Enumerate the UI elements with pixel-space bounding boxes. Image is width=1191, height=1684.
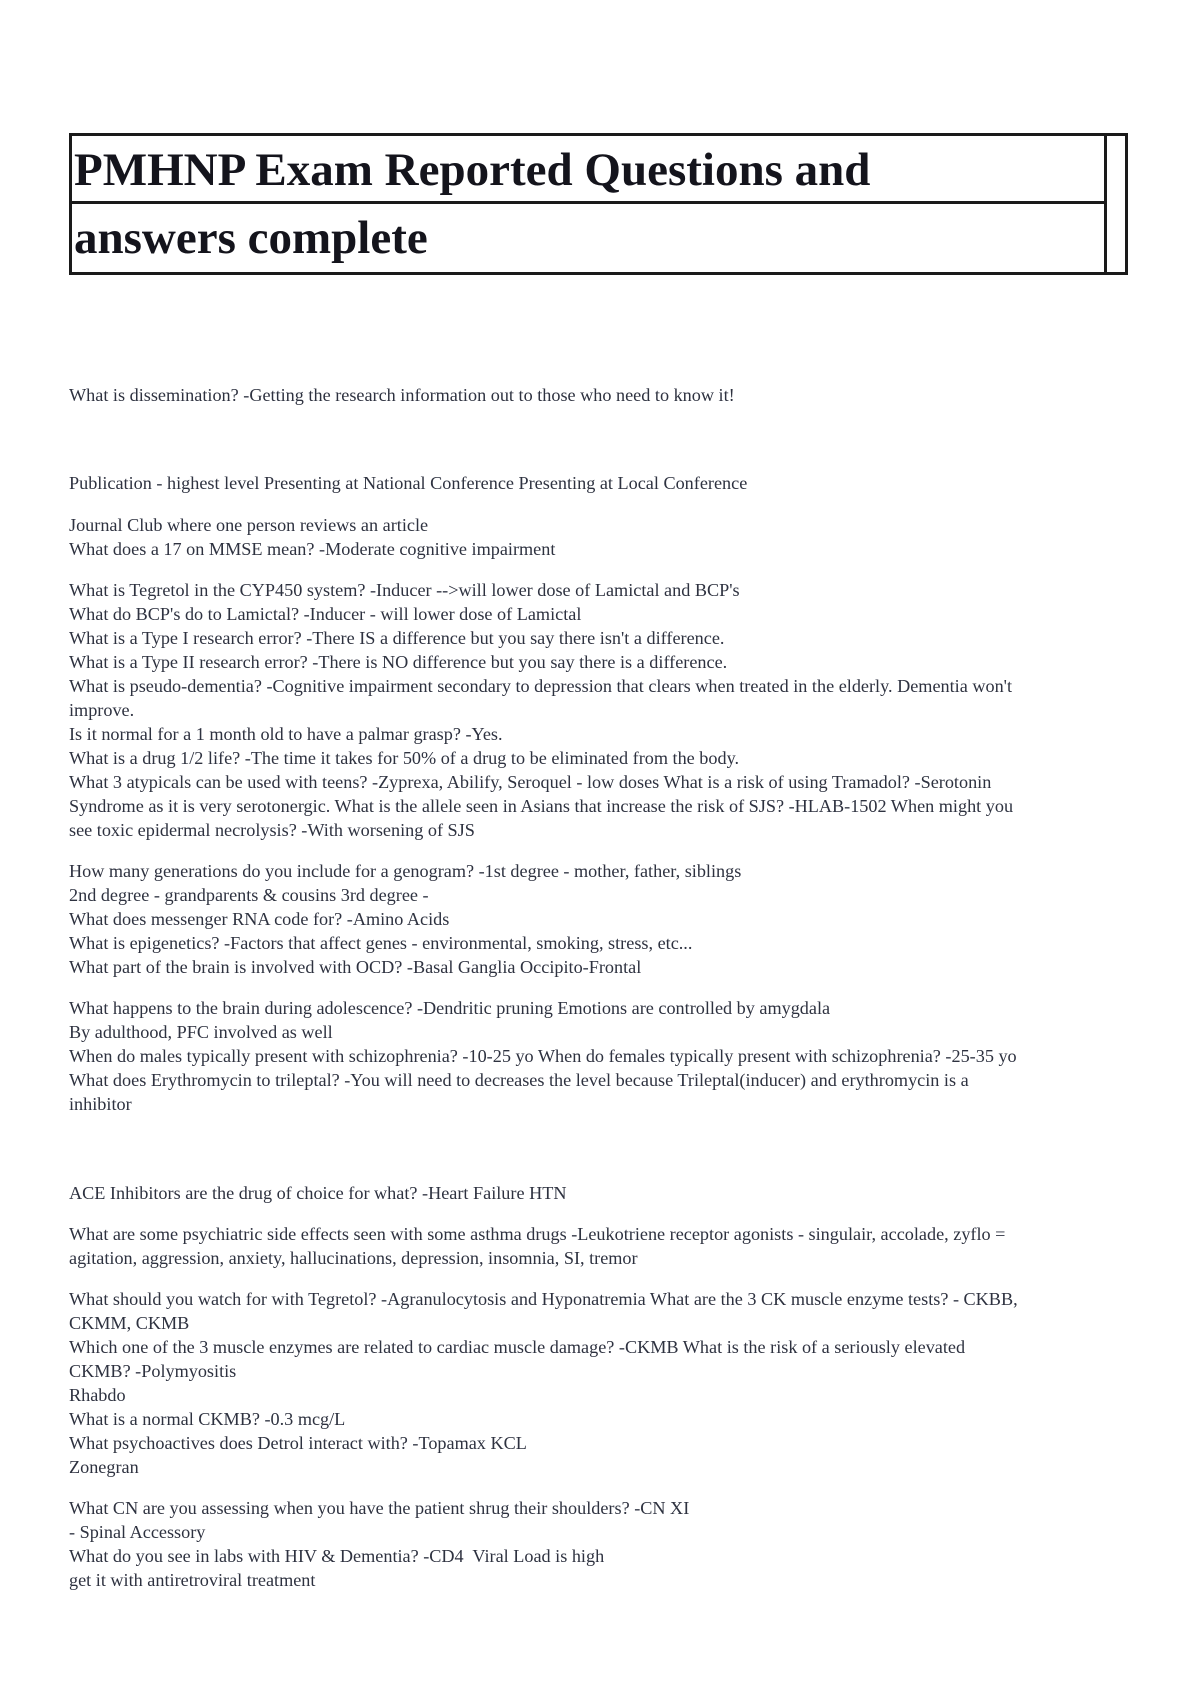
text-line: inhibitor	[69, 1094, 132, 1114]
text-line: Rhabdo	[69, 1385, 126, 1405]
text-line: What CN are you assessing when you have the patient shrug their shoulders? -CN XI	[69, 1498, 690, 1518]
text-line: What 3 atypicals can be used with teens? -Zyprexa, Abilify, Seroquel - low doses What is a risk of using Tramadol? -Serotonin	[69, 772, 992, 792]
paragraph	[69, 859, 1129, 979]
text-line: What does a 17 on MMSE mean? -Moderate cognitive impairment	[69, 539, 556, 559]
text-line: What is a drug 1/2 life? -The time it takes for 50% of a drug to be eliminated from the body.	[69, 748, 740, 768]
paragraph	[69, 1287, 1129, 1479]
text-line: By adulthood, PFC involved as well	[69, 1022, 333, 1042]
text-line: How many generations do you include for a genogram? -1st degree - mother, father, siblings	[69, 861, 742, 881]
text-line: When do males typically present with schizophrenia? -10-25 yo When do females typically present with schizophrenia? -25-35 yo	[69, 1046, 1017, 1066]
text-line: What is pseudo-dementia? -Cognitive impairment secondary to depression that clears when treated in the elderly. Dementia won't	[69, 676, 1012, 696]
text-line: Syndrome as it is very serotonergic. What is the allele seen in Asians that increase the risk of SJS? -HLAB-1502 When might you	[69, 796, 1014, 816]
text-line: improve.	[69, 700, 135, 720]
text-line: Publication - highest level Presenting at National Conference Presenting at Local Conference	[69, 473, 748, 493]
text-line: What happens to the brain during adolescence? -Dendritic pruning Emotions are controlled by amygdala	[69, 998, 831, 1018]
text-line: CKMB? -Polymyositis	[69, 1361, 237, 1381]
paragraph	[69, 513, 1129, 561]
paragraph	[69, 383, 1129, 407]
text-line: What is a normal CKMB? -0.3 mcg/L	[69, 1409, 346, 1429]
paragraph	[69, 578, 1129, 842]
text-line: - Spinal Accessory	[69, 1522, 206, 1542]
text-line: see toxic epidermal necrolysis? -With worsening of SJS	[69, 820, 475, 840]
text-line: What are some psychiatric side effects seen with some asthma drugs -Leukotriene receptor agonists - singulair, accolade, zyflo =	[69, 1224, 1006, 1244]
text-line: What is dissemination? -Getting the research information out to those who need to know it!	[69, 385, 735, 405]
text-line: agitation, aggression, anxiety, hallucinations, depression, insomnia, SI, tremor	[69, 1248, 638, 1268]
text-line: What do BCP's do to Lamictal? -Inducer - will lower dose of Lamictal	[69, 604, 582, 624]
text-line: What part of the brain is involved with OCD? -Basal Ganglia Occipito-Frontal	[69, 957, 642, 977]
page-title-line-2: answers complete	[74, 212, 428, 264]
paragraph	[69, 471, 1129, 495]
text-line: ACE Inhibitors are the drug of choice for what? -Heart Failure HTN	[69, 1183, 567, 1203]
paragraph	[69, 1181, 1129, 1205]
text-line: What is Tegretol in the CYP450 system? -Inducer -->will lower dose of Lamictal and BCP's	[69, 580, 740, 600]
paragraph	[69, 1496, 1129, 1592]
text-line: What is epigenetics? -Factors that affect genes - environmental, smoking, stress, etc...	[69, 933, 693, 953]
text-line: What do you see in labs with HIV & Dementia? -CD4 Viral Load is high	[69, 1546, 605, 1566]
text-line: CKMM, CKMB	[69, 1313, 190, 1333]
paragraph	[69, 996, 1129, 1116]
text-line: Which one of the 3 muscle enzymes are related to cardiac muscle damage? -CKMB What is the risk of a seriously elevated	[69, 1337, 966, 1357]
page-title-line-1: PMHNP Exam Reported Questions and	[74, 144, 871, 196]
text-line: Journal Club where one person reviews an article	[69, 515, 429, 535]
paragraph	[69, 1222, 1129, 1270]
title-row-1	[72, 136, 1107, 204]
text-line: What does Erythromycin to trileptal? -You will need to decreases the level because Trileptal(inducer) and erythromycin is a	[69, 1070, 969, 1090]
text-line: Zonegran	[69, 1457, 139, 1477]
text-line: Is it normal for a 1 month old to have a palmar grasp? -Yes.	[69, 724, 503, 744]
text-line: 2nd degree - grandparents & cousins 3rd degree -	[69, 885, 429, 905]
text-line: What should you watch for with Tegretol? -Agranulocytosis and Hyponatremia What are the 3 CK muscle enzyme tests? - CKBB,	[69, 1289, 1018, 1309]
text-line: get it with antiretroviral treatment	[69, 1570, 316, 1590]
document-body	[69, 383, 1129, 1592]
title-row-2	[72, 204, 1107, 272]
text-line: What is a Type II research error? -There is NO difference but you say there is a difference.	[69, 652, 728, 672]
title-box	[69, 133, 1128, 275]
text-line: What is a Type I research error? -There IS a difference but you say there isn't a difference.	[69, 628, 725, 648]
text-line: What psychoactives does Detrol interact with? -Topamax KCL	[69, 1433, 527, 1453]
text-line: What does messenger RNA code for? -Amino Acids	[69, 909, 450, 929]
